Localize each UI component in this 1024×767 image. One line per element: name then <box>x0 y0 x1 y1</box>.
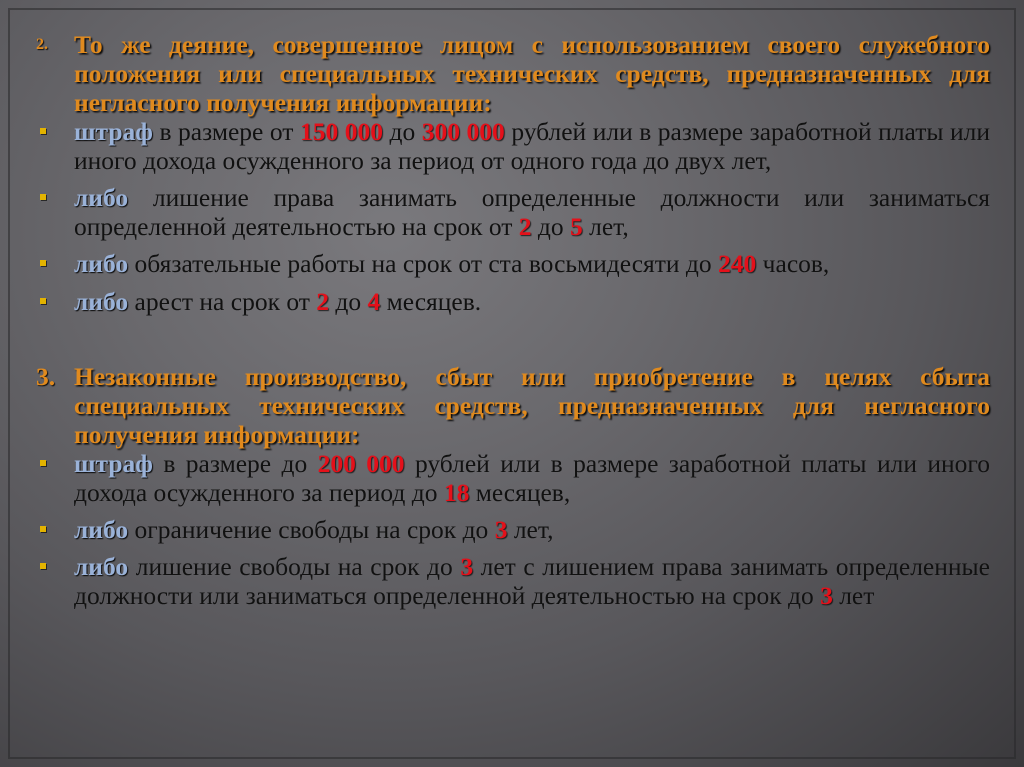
item-text: до <box>329 286 368 316</box>
item-text: в размере до <box>152 448 318 478</box>
item-text: обязательные работы на срок от ста восьмидесяти до <box>128 249 719 279</box>
square-bullet-icon <box>40 128 46 134</box>
amount: 3 <box>460 551 474 581</box>
item-text: лет, <box>507 514 554 544</box>
item-text: рублей или в размере заработной платы или иного дохода осужденного за период до <box>74 448 990 507</box>
section-2-number: 2. <box>36 36 48 53</box>
square-bullet-icon <box>40 526 46 532</box>
item-text: месяцев. <box>380 286 482 316</box>
square-bullet-icon <box>40 563 46 569</box>
item-text: арест на срок от <box>128 286 317 316</box>
square-bullet-icon <box>40 194 46 200</box>
item-text: месяцев, <box>469 477 571 507</box>
keyword: либо <box>74 514 129 544</box>
keyword: либо <box>74 249 129 279</box>
slide-content <box>36 30 990 610</box>
list-item <box>36 449 990 507</box>
item-text: лет <box>832 581 875 610</box>
keyword: штраф <box>74 117 153 147</box>
amount: 18 <box>443 477 470 507</box>
keyword: либо <box>74 183 129 213</box>
item-text: рублей или в размере заработной платы или иного дохода осужденного за период от одного года до двух лет, <box>74 117 991 176</box>
amount: 3 <box>820 581 833 610</box>
list-item <box>36 249 990 278</box>
section-3-heading-text: Незаконные производство, сбыт или приобретение в целях сбыта специальных технических средств, предназначенных для негласного получения информации: <box>74 361 990 449</box>
amount: 200 000 <box>317 448 405 478</box>
list-item <box>36 515 990 544</box>
item-text: в размере от <box>152 117 300 147</box>
square-bullet-icon <box>40 460 46 466</box>
amount: 300 000 <box>421 117 505 147</box>
keyword: либо <box>74 286 129 316</box>
item-text: часов, <box>756 249 830 279</box>
amount: 150 000 <box>299 117 383 147</box>
list-item <box>36 183 990 241</box>
item-text: лишение права занимать определенные должности или заниматься определенной деятельностью на срок от <box>74 183 990 242</box>
item-text: лет, <box>582 212 629 242</box>
section-3-number: 3. <box>36 361 56 391</box>
item-text: ограничение свободы на срок до <box>128 514 495 544</box>
item-text: до <box>531 212 571 242</box>
amount: 5 <box>570 212 583 242</box>
list-item <box>36 117 990 175</box>
keyword: либо <box>74 551 129 581</box>
section-3-heading <box>36 362 990 449</box>
section-2-heading <box>36 30 990 117</box>
amount: 2 <box>518 212 532 242</box>
amount: 240 <box>718 249 757 279</box>
amount: 2 <box>316 286 330 316</box>
list-item <box>36 552 990 610</box>
item-text: лет с лишением права занимать определенные должности или заниматься определенной деятельностью на срок до <box>74 551 990 610</box>
list-item <box>36 287 990 316</box>
keyword: штраф <box>74 448 153 478</box>
item-text: лишение свободы на срок до <box>128 551 461 581</box>
square-bullet-icon <box>40 260 46 266</box>
amount: 4 <box>367 286 381 316</box>
amount: 3 <box>494 514 508 544</box>
square-bullet-icon <box>40 298 46 304</box>
section-2-heading-text: То же деяние, совершенное лицом с использованием своего служебного положения или специальных технических средств, предназначенных для негласного получения информации: <box>74 30 990 118</box>
item-text: до <box>382 117 422 147</box>
